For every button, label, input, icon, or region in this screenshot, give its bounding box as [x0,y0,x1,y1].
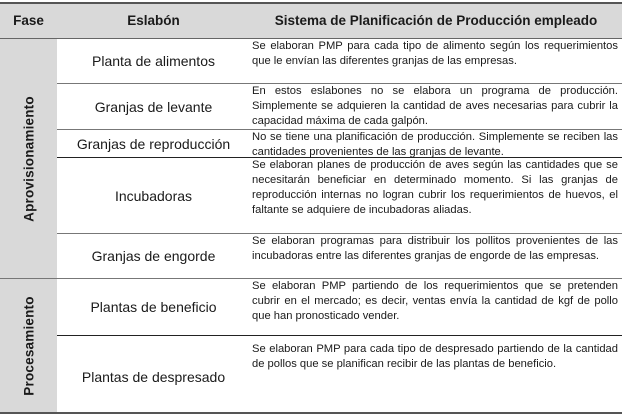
sistema-cell: No se tiene una planificación de producción. Simplemente se reciben las cantidades provenientes de las granjas de levante. [252,131,618,158]
phase-label: Aprovisionamiento [21,95,36,222]
header-eslabon: Eslabón [127,13,180,28]
sistema-cell: Se elaboran programas para distribuir los pollitos provenientes de las incubadoras entre las diferentes granjas de engorde de las empresas. [252,235,618,262]
eslabon-cell: Granjas de reproducción [76,135,231,152]
eslabon-cell: Plantas de despresado [81,369,226,385]
table-header [0,4,622,39]
sistema-cell: Se elaboran PMP partiendo de los requerimientos que se pretenden cubrir en el mercado; es decir, ventas envía la cantidad de kgf de pollo que han pronosticado vender. [252,280,618,322]
table-row [57,130,622,158]
table-row [57,279,622,336]
table-row [57,84,622,130]
eslabon-cell: Planta de alimentos [92,53,215,69]
eslabon-cell: Granjas de levante [94,98,213,115]
sistema-cell: Se elaboran PMP para cada tipo de despresado partiendo de la cantidad de pollos que se planifican recibir de las plantas de beneficio. [252,343,618,370]
planning-systems-table [0,2,622,414]
table-row [57,158,622,234]
header-fase: Fase [13,13,44,28]
phase-label: Procesamiento [21,295,36,396]
sistema-cell: Se elaboran PMP para cada tipo de alimento según los requerimientos que le envían las diferentes granjas de las empresas. [252,40,618,67]
table-row [57,39,622,84]
eslabon-cell: Plantas de beneficio [90,299,217,315]
table-body [0,39,622,412]
eslabon-cell: Incubadoras [114,187,193,204]
table-row [57,336,622,412]
sistema-cell: En estos eslabones no se elabora un programa de producción. Simplemente se adquieren la cantidad de aves necesarias para cubrir la capacidad máxima de cada galpón. [252,85,618,127]
sistema-cell: Se elaboran planes de producción de aves según las cantidades que se necesitarán beneficiar en determinado momento. Si las granjas de reproducción internas no logran cubrir los requerimientos de huevos, el faltante se adquiere de incubadoras aliadas. [252,159,618,216]
table-row [57,234,622,278]
eslabon-cell: Granjas de engorde [91,248,216,264]
phase-procesamiento [0,279,57,412]
header-sistema: Sistema de Planificación de Producción empleado [274,13,598,28]
phase-aprovisionamiento [0,39,57,278]
